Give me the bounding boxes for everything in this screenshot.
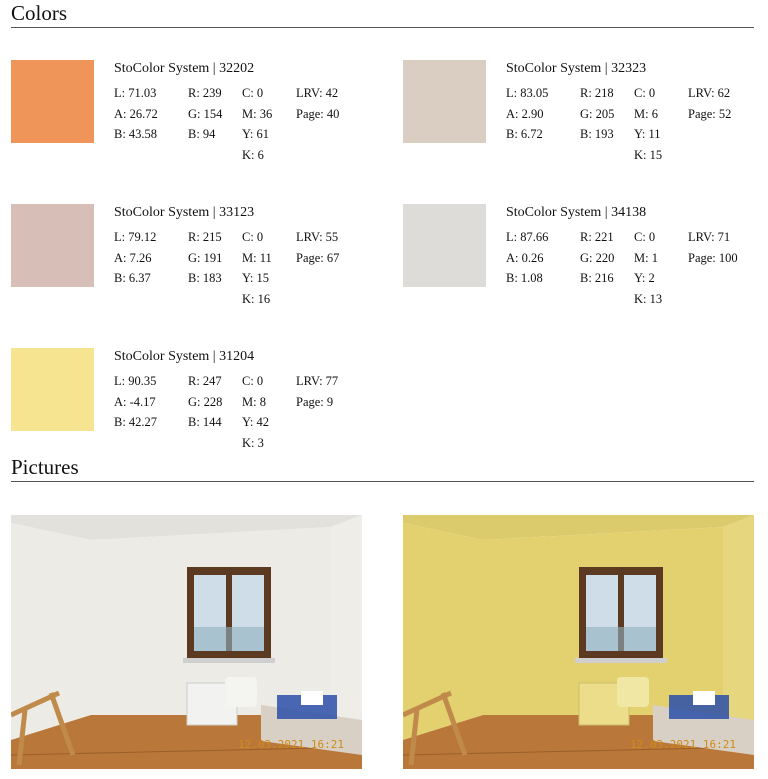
lab-a: A: 2.90 [506, 106, 544, 121]
page-value: Page: 40 [296, 106, 340, 121]
color-name: StoColor System | 33123 [114, 205, 255, 220]
color-swatch [403, 60, 486, 143]
color-swatch [11, 204, 94, 287]
rgb-b: B: 183 [188, 271, 222, 285]
cmyk-k: K: 6 [242, 147, 264, 162]
cmyk-c: C: 0 [242, 374, 264, 388]
lab-values [506, 229, 548, 291]
lab-a: A: 26.72 [114, 106, 158, 121]
cmyk-k: K: 15 [634, 147, 663, 162]
cmyk-values [242, 85, 272, 167]
cmyk-c: C: 0 [242, 230, 264, 244]
rgb-b: B: 94 [188, 127, 216, 141]
cmyk-k: K: 3 [242, 435, 264, 450]
color-card [11, 204, 371, 324]
rgb-b: B: 193 [580, 127, 614, 141]
rgb-values [188, 85, 222, 147]
lab-a: A: 0.26 [506, 250, 544, 265]
rgb-g: G: 220 [580, 250, 615, 265]
colors-heading: Colors [11, 1, 68, 25]
lrv-value: LRV: 42 [296, 86, 339, 100]
lrv-value: LRV: 77 [296, 374, 339, 388]
cmyk-m: M: 11 [242, 250, 272, 265]
page-value: Page: 52 [688, 106, 732, 121]
cmyk-y: Y: 61 [242, 127, 269, 141]
cmyk-c: C: 0 [242, 86, 264, 100]
cmyk-c: C: 0 [634, 86, 656, 100]
lab-values [114, 229, 156, 291]
page-value: Page: 67 [296, 250, 340, 265]
lab-l: L: 83.05 [506, 86, 549, 100]
cmyk-m: M: 8 [242, 394, 266, 409]
lab-l: L: 90.35 [114, 374, 157, 388]
rgb-values [580, 85, 614, 147]
color-name: StoColor System | 31204 [114, 349, 255, 364]
room-photo-original [11, 515, 362, 769]
cmyk-y: Y: 15 [242, 271, 269, 285]
lab-l: L: 87.66 [506, 230, 549, 244]
lab-l: L: 71.03 [114, 86, 157, 100]
cmyk-values [634, 229, 662, 311]
rgb-g: G: 205 [580, 106, 615, 121]
rgb-g: G: 191 [188, 250, 223, 265]
extra-values [296, 373, 338, 414]
color-swatch [403, 204, 486, 287]
lab-values [114, 373, 157, 435]
color-card [11, 348, 371, 468]
lab-values [506, 85, 548, 147]
photo-timestamp: 12.03.2021 16:21 [238, 738, 344, 751]
cmyk-m: M: 1 [634, 250, 658, 265]
room-scene [11, 515, 362, 769]
rgb-g: G: 228 [188, 394, 223, 409]
rgb-values [188, 229, 222, 291]
room-photo-colored [403, 515, 754, 769]
lab-b: B: 43.58 [114, 127, 158, 141]
lab-a: A: 7.26 [114, 250, 152, 265]
rgb-r: R: 239 [188, 86, 222, 100]
rgb-values [188, 373, 222, 435]
lab-b: B: 6.72 [506, 127, 543, 141]
page-value: Page: 9 [296, 394, 334, 409]
extra-values [688, 229, 738, 270]
cmyk-y: Y: 11 [634, 127, 661, 141]
cmyk-y: Y: 42 [242, 415, 269, 429]
cmyk-values [242, 229, 272, 311]
page-value: Page: 100 [688, 250, 738, 265]
rgb-values [580, 229, 614, 291]
color-swatch [11, 348, 94, 431]
lab-a: A: -4.17 [114, 394, 156, 409]
rgb-g: G: 154 [188, 106, 223, 121]
lab-values [114, 85, 158, 147]
room-scene [403, 515, 754, 769]
lrv-value: LRV: 71 [688, 230, 731, 244]
rgb-b: B: 216 [580, 271, 614, 285]
cmyk-m: M: 6 [634, 106, 658, 121]
colors-divider [11, 27, 754, 28]
rgb-b: B: 144 [188, 415, 222, 429]
extra-values [296, 229, 339, 270]
lab-b: B: 42.27 [114, 415, 158, 429]
lab-b: B: 1.08 [506, 271, 543, 285]
lab-l: L: 79.12 [114, 230, 157, 244]
cmyk-y: Y: 2 [634, 271, 655, 285]
cmyk-k: K: 13 [634, 291, 663, 306]
color-card [11, 60, 371, 180]
cmyk-values [634, 85, 662, 167]
rgb-r: R: 247 [188, 374, 222, 388]
cmyk-k: K: 16 [242, 291, 271, 306]
lab-b: B: 6.37 [114, 271, 151, 285]
extra-values [296, 85, 339, 126]
pictures-heading: Pictures [11, 455, 79, 479]
rgb-r: R: 221 [580, 230, 614, 244]
pictures-divider [11, 481, 754, 482]
cmyk-values [242, 373, 269, 455]
color-name: StoColor System | 34138 [506, 205, 647, 220]
photo-timestamp: 12.03.2021 16:21 [630, 738, 736, 751]
extra-values [688, 85, 731, 126]
color-card [403, 204, 763, 324]
lrv-value: LRV: 55 [296, 230, 339, 244]
color-swatch [11, 60, 94, 143]
color-name: StoColor System | 32323 [506, 61, 647, 76]
color-card [403, 60, 763, 180]
rgb-r: R: 215 [188, 230, 222, 244]
color-name: StoColor System | 32202 [114, 61, 255, 76]
cmyk-c: C: 0 [634, 230, 656, 244]
cmyk-m: M: 36 [242, 106, 273, 121]
lrv-value: LRV: 62 [688, 86, 731, 100]
rgb-r: R: 218 [580, 86, 614, 100]
